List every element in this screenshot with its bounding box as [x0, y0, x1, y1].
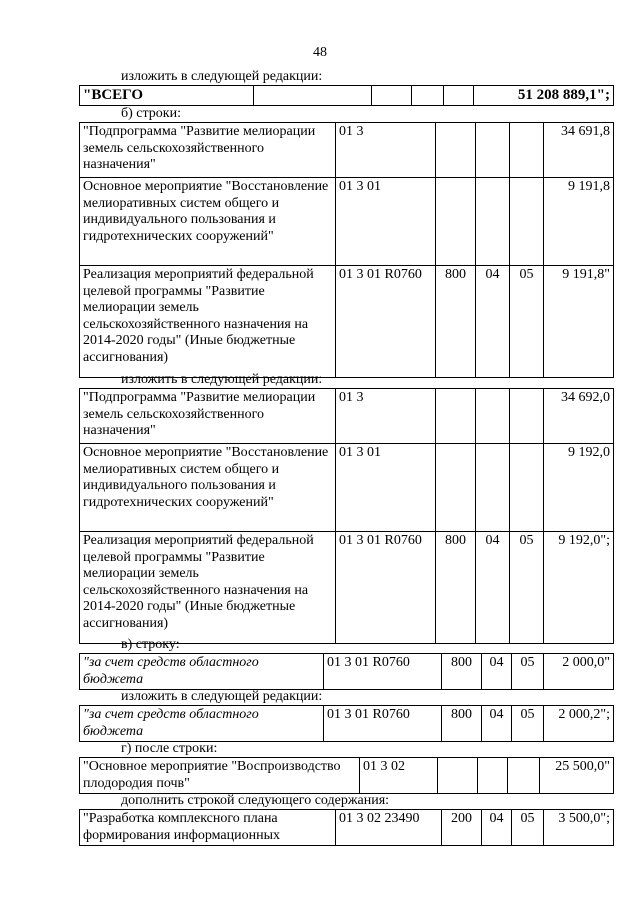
row-sum: 9 192,0"; — [544, 532, 614, 644]
table-row — [80, 654, 614, 690]
row-name: Реализация мероприятий федеральной целевой программы "Развитие мелиорации земель сельскохозяйственного назначения на 2014-2020 годы" (Иные бюджетные ассигнования) — [80, 532, 336, 644]
row-sum: 9 191,8 — [544, 178, 614, 266]
table-b-old — [79, 122, 614, 378]
instruction-text: изложить в следующей редакции: — [121, 372, 323, 387]
block-b-old — [79, 106, 613, 378]
instruction-text: изложить в следующей редакции: — [121, 69, 323, 84]
block-add — [79, 793, 613, 846]
instruction-text: б) строки: — [121, 106, 181, 121]
block-g — [79, 741, 613, 794]
row-vr: 800 — [436, 266, 476, 378]
table-b-new — [79, 388, 614, 644]
row-code: 01 3 01 R0760 — [324, 654, 442, 690]
row-code: 01 3 01 R0760 — [336, 266, 436, 378]
row-name: "за счет средств областного бюджета — [80, 706, 324, 742]
table-row — [80, 444, 614, 532]
row-vr — [438, 758, 478, 794]
row-name: "Подпрограмма "Развитие мелиорации земель сельскохозяйственного назначения" — [80, 123, 336, 178]
row-vr — [436, 389, 476, 444]
row-pr: 05 — [510, 266, 544, 378]
block-vsego — [79, 69, 613, 106]
table-v-new — [79, 705, 614, 742]
row-pr — [510, 123, 544, 178]
table-add — [79, 809, 614, 846]
row-vr: 800 — [442, 706, 482, 742]
vsego-value: 51 208 889,1"; — [474, 86, 614, 106]
row-vr: 800 — [442, 654, 482, 690]
row-name: "за счет средств областного бюджета — [80, 654, 324, 690]
row-rz: 04 — [482, 810, 512, 846]
row-name: "Основное мероприятие "Воспроизводство плодородия почв" — [80, 758, 360, 794]
row-rz — [476, 123, 510, 178]
row-pr: 05 — [512, 706, 544, 742]
table-v-old — [79, 653, 614, 690]
page-number: 48 — [313, 45, 327, 60]
row-rz: 04 — [482, 706, 512, 742]
row-sum: 34 691,8 — [544, 123, 614, 178]
table-row — [80, 123, 614, 178]
row-vr — [436, 123, 476, 178]
row-code: 01 3 01 R0760 — [336, 532, 436, 644]
row-code: 01 3 — [336, 123, 436, 178]
row-rz: 04 — [476, 266, 510, 378]
row-code: 01 3 01 R0760 — [324, 706, 442, 742]
instruction-text: в) строку: — [121, 637, 180, 652]
row-name: Основное мероприятие "Восстановление мелиоративных систем общего и индивидуального пользования и гидротехнических сооружений" — [80, 444, 336, 532]
table-row — [80, 266, 614, 378]
table-row — [80, 389, 614, 444]
row-code: 01 3 01 — [336, 178, 436, 266]
instruction-text: изложить в следующей редакции: — [121, 689, 323, 704]
row-sum: 25 500,0" — [540, 758, 614, 794]
block-b-new — [79, 372, 613, 644]
table-row — [80, 532, 614, 644]
row-name: Реализация мероприятий федеральной целевой программы "Развитие мелиорации земель сельскохозяйственного назначения на 2014-2020 годы" (Иные бюджетные ассигнования) — [80, 266, 336, 378]
row-pr: 05 — [510, 532, 544, 644]
row-rz — [476, 389, 510, 444]
row-vr — [436, 444, 476, 532]
row-sum: 2 000,0" — [544, 654, 614, 690]
vsego-label: "ВСЕГО — [80, 86, 254, 106]
table-vsego — [79, 85, 614, 106]
row-pr: 05 — [512, 810, 544, 846]
row-sum: 9 192,0 — [544, 444, 614, 532]
row-rz: 04 — [482, 654, 512, 690]
row-sum: 34 692,0 — [544, 389, 614, 444]
row-code: 01 3 01 — [336, 444, 436, 532]
row-name: "Разработка комплексного плана формирования информационных — [80, 810, 336, 846]
row-rz — [476, 444, 510, 532]
instruction-text: дополнить строкой следующего содержания: — [121, 793, 390, 808]
block-v-old — [79, 637, 613, 690]
table-row — [80, 810, 614, 846]
row-vr: 800 — [436, 532, 476, 644]
row-sum: 2 000,2"; — [544, 706, 614, 742]
row-name: "Подпрограмма "Развитие мелиорации земель сельскохозяйственного назначения" — [80, 389, 336, 444]
row-pr: 05 — [512, 654, 544, 690]
row-pr — [510, 389, 544, 444]
row-rz — [478, 758, 508, 794]
table-g — [79, 757, 614, 794]
table-row — [80, 758, 614, 794]
row-pr — [510, 444, 544, 532]
row-code: 01 3 02 23490 — [336, 810, 442, 846]
row-code: 01 3 02 — [360, 758, 438, 794]
row-pr — [508, 758, 540, 794]
row-rz: 04 — [476, 532, 510, 644]
row-sum: 9 191,8" — [544, 266, 614, 378]
table-row — [80, 706, 614, 742]
row-pr — [510, 178, 544, 266]
row-vr: 200 — [442, 810, 482, 846]
block-v-new — [79, 689, 613, 742]
row-code: 01 3 — [336, 389, 436, 444]
instruction-text: г) после строки: — [121, 741, 218, 756]
table-row — [80, 86, 614, 106]
row-name: Основное мероприятие "Восстановление мелиоративных систем общего и индивидуального пользования и гидротехнических сооружений" — [80, 178, 336, 266]
row-rz — [476, 178, 510, 266]
table-row — [80, 178, 614, 266]
row-vr — [436, 178, 476, 266]
row-sum: 3 500,0"; — [544, 810, 614, 846]
